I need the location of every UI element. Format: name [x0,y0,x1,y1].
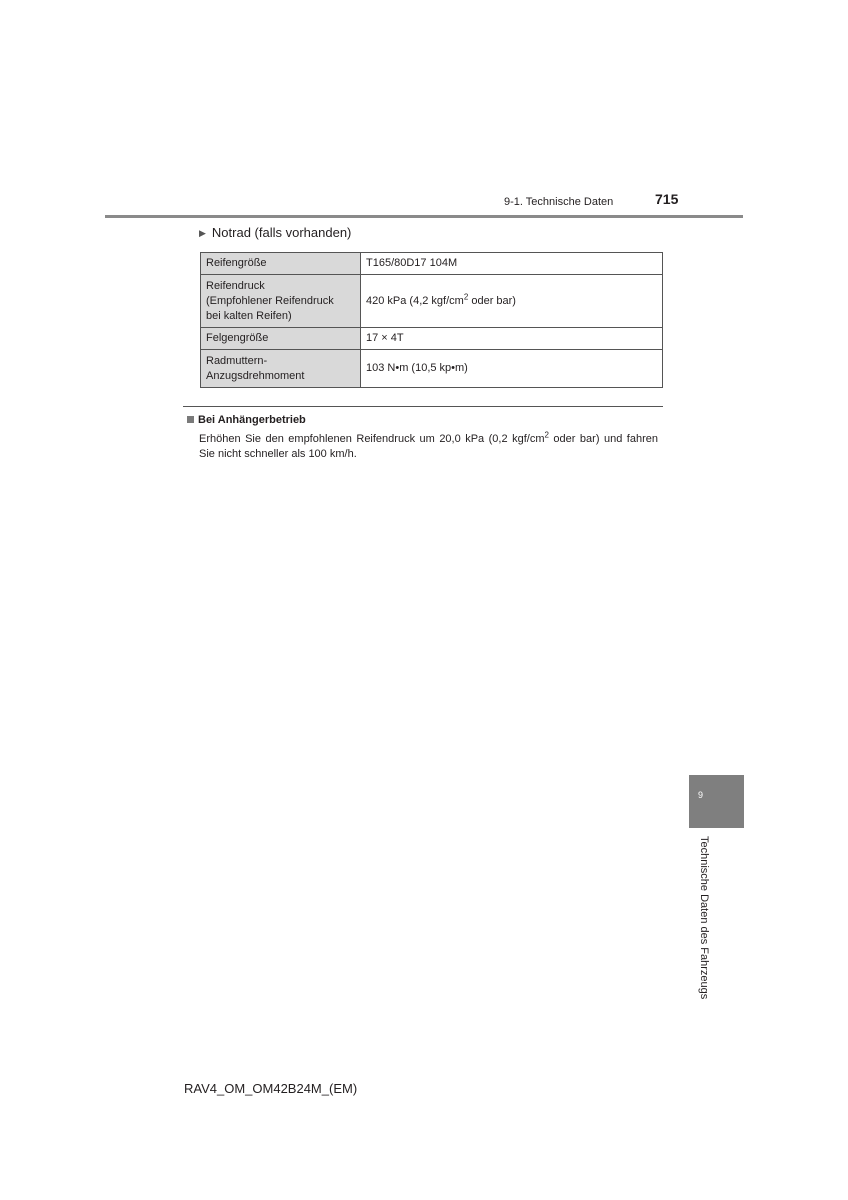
sub-heading-text: Notrad (falls vorhanden) [211,225,352,240]
body-text-part: oder bar) und fahren Sie nicht schneller als 100 km/h. [199,433,658,460]
section-heading-text: Bei Anhängerbetrieb [198,414,306,426]
section-body-text [199,432,658,462]
table-value: T165/80D17 104M [361,253,663,275]
table-key: Felgengröße [201,328,361,350]
chapter-tab-number: 9 [698,790,704,800]
table-row [201,350,663,388]
triangle-bullet-icon: ▶ [199,228,206,238]
superscript: 2 [463,291,469,301]
chapter-tab [689,775,744,828]
square-bullet-icon [187,416,194,423]
table-key: Reifengröße [201,253,361,275]
table-key-line: bei kalten Reifen) [206,309,292,322]
sub-heading [199,225,351,240]
chapter-side-title: Technische Daten des Fahrzeugs [698,836,710,1000]
table-value: 103 N•m (10,5 kp•m) [361,350,663,388]
section-heading [187,414,306,426]
table-value [361,275,663,328]
table-key-line: Anzugsdrehmoment [206,369,305,382]
table-key-line: (Empfohlener Reifendruck [206,294,334,307]
section-rule [183,406,663,407]
header-section-title: 9-1. Technische Daten [504,196,614,208]
body-text-part: Erhöhen Sie den empfohlenen Reifendruck um 20,0 kPa (0,2 kgf/cm [199,433,545,445]
table-key [201,350,361,388]
table-row [201,253,663,275]
value-text: oder bar) [468,294,516,307]
superscript: 2 [544,430,549,440]
footer-doc-code: RAV4_OM_OM42B24M_(EM) [184,1081,358,1096]
table-row [201,328,663,350]
header-rule [105,215,743,218]
page-number: 715 [655,191,679,207]
table-key-line: Radmuttern- [206,354,268,367]
table-key [201,275,361,328]
table-key-line: Reifendruck [206,279,265,292]
spare-tire-spec-table [200,252,663,388]
table-row [201,275,663,328]
table-value: 17 × 4T [361,328,663,350]
value-text: 420 kPa (4,2 kgf/cm [366,294,464,307]
